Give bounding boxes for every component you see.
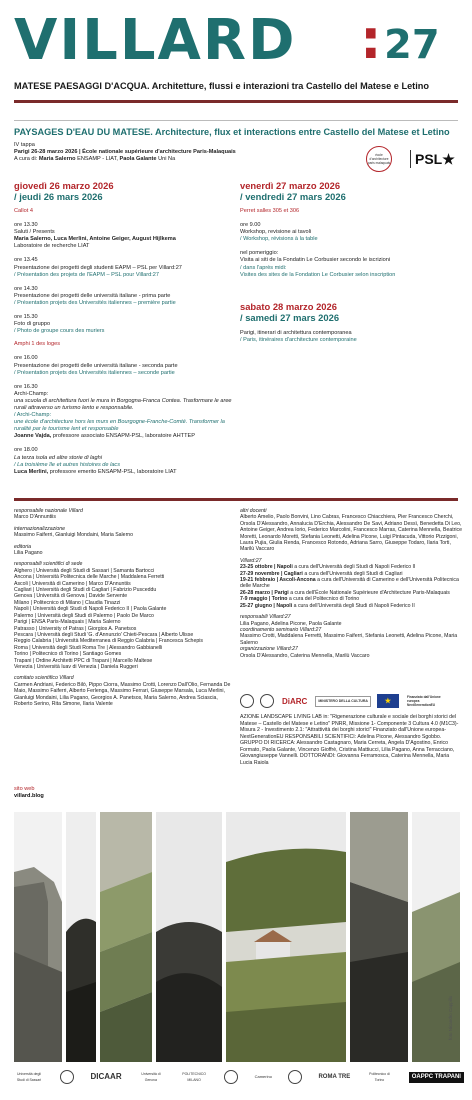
event-title-fr: / dans l'après midi:: [240, 264, 287, 271]
list-item: 26-28 marzo | Parigi a cura dell'École Nationale Supérieure d'Architecture Paris-Malaquais: [240, 589, 450, 596]
day-heading-it: sabato 28 marzo 2026: [240, 300, 337, 312]
partner-logos: [240, 692, 462, 710]
event-speaker: Luca Merlini, professore emerito ENSAPM-PSL, laboratoire LIAT: [14, 468, 177, 475]
ministry-logo: MINISTERO DELLA CULTURA: [315, 696, 371, 707]
list-item: Ascoli | Università di Camerino | Marco D'Annuntiis: [14, 580, 131, 587]
villard-logo: VILLARD: [14, 8, 297, 73]
event-title-fr: / Photo de groupe cours des muriers: [14, 328, 105, 335]
stage-info: [14, 142, 334, 164]
school-badges: [366, 146, 462, 172]
event-title: Presentazione dei progetti delle università italiane - prima parte: [14, 292, 171, 299]
photo-terraces: [100, 812, 152, 1062]
event-sub: Laboratoire de recherche LIAT: [14, 243, 90, 250]
oappc-logo: OAPPC TRAPANI: [409, 1072, 464, 1083]
landscape-living-lab-text: AZIONE LANDSCAPE LIVING LAB in: "Rigenerazione culturale e sociale dei borghi storici del Matese – Castello del Matese e Letino" PNRR, Missione 1- Componente 3 Cultura 4.0 (M1C3)- Misura 2 - Investimento 2.1: "Attrattività dei borghi storici" Finanziato dall'Unione europea-NextGenerationEU RESPONSABILI SCIENTIFICI: Adelina Picone, Alessandro Sgobbo. GRUPPO DI RICERCA: Alessandro Castagnaro, Maria Cerreta, Angela D'Agostino, Enrico Formato, Paola Galante, Vincenzo Gioffrè, Cristina Mattiucci, Lilia Pagano, Anna Terracciano, Giovangiuseppe Vannelli. DOTTORANDI: Giovanna Ferramosca, Caterina Mennella, Maria Lucia Raiola: [240, 714, 459, 766]
stage-dates: Parigi 26-28 marzo 2026 | École nationale supérieure d'architecture Paris-Malaquais: [14, 149, 236, 156]
photo-castle: [14, 812, 62, 1062]
list-item: Trapani | Ordine Architetti PPC di Trapani | Marcello Maltese: [14, 657, 153, 664]
university-seal-icon: [288, 1070, 302, 1084]
stage-number: IV tappa: [14, 142, 35, 148]
logo-number: 27: [384, 22, 440, 68]
website: [14, 786, 44, 800]
list-item: 7-9 maggio | Torino a cura del Politecnico di Torino: [240, 596, 360, 603]
credits-right: altri docenti Alberto Amelio, Paolo Bonvini, Lino Cabras, Francesco Chiacchiera, Pier Francesco Cherchi, Orsola D'Alessandro, Annalucia D'Erchia, Alessandro De Savi, Adriano Dessì, Benedetta Di Leo, Antoine Geiger, Andrea Iorio, Federico Marcolini, Francesco Marras, Caterina Mennella, Beatrice Moretti, Leonardo Moretti, Stefania Leonetti, Adelina Picone, Luigi Pintacuda, Vittorio Pizzigoni, Laura Pujia, Giulia Renda, Francesco Rotondo, Adriana Sarro, Giuseppe Todaro, Ilaria Torti, Marilù Vaccaro Villard:27 23-25 ottobre | Napoli a cura dell'Università degli Studi di Napoli Federico II 27-29 novembre | Cagliari a cura dell'Università degli Studi di Cagliari 19-21 febbraio | Ascoli-Ancona a cura dell'Università di Camerino e dell'Università Politecnica delle Marche 26-28 marzo | Parigi a cura dell'École Nationale Supérieure d'Architecture Paris-Malaquais 7-9 maggio | Torino a cura del Politecnico di Torino 25-27 giugno | Napoli a cura dell'Università degli Studi di Napoli Federico II responsabili Villard:27 Lilia Pagano, Adelina Picone, Paola Galante coordinamento seminario Villard:27 Massimo Crotti, Maddalena Ferretti, Massimo Faiferri, Stefania Leonetti, Adelina Picone, Maria Salerno organizzazione Villard:27 Orsola D'Alessandro, Caterina Mennella, Marilù Vaccaro: [240, 508, 463, 659]
photo-strip: [14, 812, 464, 1062]
day-heading-fr: / jeudi 26 mars 2026: [14, 191, 103, 202]
polimi-logo: POLITECNICO MILANO: [182, 1072, 206, 1082]
list-item: Cagliari | Università degli Studi di Cagliari | Fabrizio Pusceddu: [14, 587, 157, 594]
photo-village: [226, 812, 346, 1062]
event-desc-it: una scuola di architettura fuori le mura in Borgogna-Franca Contea. Trasformare le aree rurali attraverso un turismo lento e responsabile.: [14, 397, 232, 411]
sassari-logo: Università degli Studi di Sassari: [16, 1072, 42, 1082]
polito-logo: Politecnico di Torino: [369, 1072, 390, 1082]
event-title: Foto di gruppo: [14, 321, 51, 328]
event-title: Presentazione dei progetti degli studenti EAPM – PSL per Villard:27: [14, 264, 182, 271]
list-item: Parigi | ENSA Paris-Malaquais | Maria Salerno: [14, 619, 121, 626]
event-speaker: Joanne Vajda, professore associato ENSAPM-PSL, laboratoire AHTTEP: [14, 433, 195, 440]
header: [14, 10, 458, 76]
romatre-logo: ROMA TRE: [318, 1074, 351, 1080]
event-title-fr: / La troisième île et autres histoires de lacs: [14, 461, 121, 468]
event-time: ore 16.30: [14, 383, 38, 390]
list-item: Palermo | Università degli Studi di Palermo | Paolo De Marco: [14, 612, 154, 619]
list-item: 19-21 febbraio | Ascoli-Ancona a cura dell'Università di Camerino e dell'Università Politecnica delle Marche: [240, 577, 459, 590]
divider-middle: [14, 498, 458, 501]
divider-top: [14, 100, 458, 103]
event-time: ore 16.00: [14, 355, 38, 362]
list-item: Roma | Università degli Studi Roma Tre | Alessandro Gabbianelli: [14, 644, 163, 651]
event-title: Visita ai siti de la Fondatin Le Corbusier secondo le iscrizioni: [240, 257, 391, 264]
website-label: sito web: [14, 786, 35, 792]
footer-logos: [14, 1066, 464, 1088]
photo-mist: [156, 812, 222, 1062]
dicaar-logo: DICAAR: [90, 1072, 122, 1081]
event-time: ore 9.00: [240, 222, 261, 229]
photo-credit: foto Nicandro Cappillo: [448, 995, 453, 1040]
university-seal-icon: [60, 1070, 74, 1084]
photo-mountain: [350, 812, 408, 1062]
list-item: Reggio Calabria | Università Mediterranea di Reggio Calabria | Francesca Schepis: [14, 638, 203, 645]
event-title-fr: / Présentation projets des Universités italiennes – seconde partie: [14, 369, 175, 376]
event-title-fr: / Archi-Champ:: [14, 412, 51, 419]
photo-forest: [66, 812, 96, 1062]
room-label: Callot 4: [14, 208, 33, 214]
day-heading-it: venerdì 27 marzo 2026: [240, 180, 341, 191]
event-title: Archi-Champ:: [14, 390, 49, 397]
list-item: 23-25 ottobre | Napoli a cura dell'Università degli Studi di Napoli Federico II: [240, 564, 416, 571]
event-time: ore 14.30: [14, 285, 38, 292]
event-time: ore 15.30: [14, 314, 38, 321]
diarc-logo: DiARC: [282, 696, 308, 706]
genova-logo: Università di Genova: [141, 1072, 161, 1082]
event-title: Presentazione dei progetti delle università italiane - seconda parte: [14, 362, 178, 369]
event-title-fr: Visites des sites de la Fondation Le Corbusier selon inscription: [240, 271, 396, 278]
event-speakers: Maria Salerno, Luca Merlini, Antoine Geiger, August Hijlkema: [14, 236, 176, 243]
divider-thin: [14, 120, 458, 121]
event-time: ore 18.00: [14, 447, 38, 454]
event-title: Workshop, revisione ai tavoli: [240, 229, 312, 236]
list-item: Venezia | Università Iuav di Venezia | Daniela Ruggeri: [14, 663, 138, 670]
eu-logo-text: Finanziato dall'Unione europea NextGenerationEU: [406, 695, 441, 707]
event-title: Saluti / Presents: [14, 229, 55, 236]
camerino-logo: Camerino: [254, 1074, 272, 1079]
credits-left: responsabile nazionale Villard Marco D'Annuntiis internazionalizzazione Massimo Faiferri, Gianluigi Mondaini, Maria Salerno editoria Lilia Pagano responsabili scientifici di sede Alghero | Università degli Studi di Sassari | Samanta Bartocci Ancona | Università Politecnica delle Marche | Maddalena Ferretti Ascoli | Università di Camerino | Marco D'Annuntiis Cagliari | Università degli Studi di Cagliari | Fabrizio Pusceddu Genova | Università di Genova | Davide Servente Milano | Politecnico di Milano | Claudia Tinazzi Napoli | Università degli Studi di Napoli Federico II | Paola Galante Palermo | Università degli Studi di Palermo | Paolo De Marco Parigi | ENSA Paris-Malaquais | Maria Salerno Patrasso | University of Patras | Giorgios A. Panetsos Pescara | Università degli Studi 'G. d'Annunzio' Chieti-Pescara | Alberto Ulisse Reggio Calabria | Università Mediterranea di Reggio Calabria | Francesca Schepis Roma | Università degli Studi Roma Tre | Alessandro Gabbianelli Torino | Politecnico di Torino | Santiago Gomes Trapani | Ordine Architetti PPC di Trapani | Marcello Maltese Venezia | Università Iuav di Venezia | Daniela Ruggeri comitato scientifico Villard Carmen Andriani, Federico Bilò, Pippo Ciorra, Massimo Crotti, Lorenzo Dall'Olio, Fernanda De Maio, Massimo Faiferri, Alberto Ferlenga, Massimo Ferrari, Giuseppe Marsala, Luca Merlini, Gianluigi Mondaini, Lilia Pagano, Georgios A. Panetsos, Maria Salerno, Andrea Sciascia, Roberto Serino, Rita Simone, Ilaria Valente: [14, 508, 236, 707]
event-title: La terza isola ed altre storie di laghi: [14, 454, 102, 461]
title-french: PAYSAGES D'EAU DU MATESE. Architecture, flux et interactions entre Castello del Matese et Letino: [14, 127, 450, 137]
list-item: 27-29 novembre | Cagliari a cura dell'Università degli Studi di Cagliari: [240, 570, 403, 577]
day-heading-fr: / samedi 27 mars 2026: [240, 311, 340, 323]
list-item: Napoli | Università degli Studi di Napoli Federico II | Paola Galante: [14, 606, 167, 613]
eu-flag-icon: ★: [377, 694, 399, 708]
event-title-fr: / Présentation des projets de l'EAPM – PSL pour Villard:27: [14, 271, 160, 278]
list-item: Pescara | Università degli Studi 'G. d'Annunzio' Chieti-Pescara | Alberto Ulisse: [14, 631, 194, 638]
list-item: Milano | Politecnico di Milano | Claudia Tinazzi: [14, 599, 121, 606]
list-item: 25-27 giugno | Napoli a cura dell'Università degli Studi di Napoli Federico II: [240, 602, 415, 609]
program-day-thursday: [14, 180, 240, 476]
school-logo: école d'architecture paris malaquais: [366, 146, 392, 172]
event-title-fr: / Présentation projets des Universités italiennes – première partie: [14, 299, 176, 306]
emblem-icon: [240, 694, 254, 708]
title-italian: MATESE PAESAGGI D'ACQUA. Architetture, flussi e interazioni tra Castello del Matese e Letino: [14, 81, 430, 91]
university-seal-icon: [224, 1070, 238, 1084]
list-item: Alghero | Università degli Studi di Sassari | Samanta Bartocci: [14, 567, 155, 574]
event-desc-fr: une école d'architecture hors les murs en Bourgogne-Franche-Comté. Transformer la ruralité par le tourisme lent et responsable: [14, 419, 225, 433]
day-heading-fr: / vendredi 27 mars 2026: [240, 191, 346, 202]
room-label: Amphi 1 des loges: [14, 341, 61, 348]
program-day-friday-saturday: [240, 180, 462, 344]
event-title-fr: / Workshop, révisions à la table: [240, 236, 318, 243]
curators: A cura di: Maria Salerno ENSAMP - LIAT, Paola Galante Uni Na: [14, 156, 176, 163]
list-item: Patrasso | University of Patras | Giorgios A. Panetsos: [14, 625, 137, 632]
event-time: nel pomeriggio:: [240, 250, 279, 257]
university-seal-icon: [260, 694, 274, 708]
day-heading-it: giovedì 26 marzo 2026: [14, 180, 114, 191]
list-item: Genova | Università di Genova | Davide Servente: [14, 593, 128, 600]
event-title: Parigi, itinerari di architettura contemporanea: [240, 329, 352, 336]
list-item: Ancona | Università Politecnica delle Marche | Maddalena Ferretti: [14, 574, 165, 581]
event-time: ore 13.30: [14, 222, 38, 229]
logo-colon: :: [360, 8, 382, 71]
room-label: Perret salles 305 et 306: [240, 208, 300, 214]
psl-logo: PSL★: [410, 150, 455, 168]
website-link[interactable]: villard.blog: [14, 793, 44, 799]
event-time: ore 13.45: [14, 257, 38, 264]
event-title-fr: / Paris, itinéraires d'architecture contemporaine: [240, 336, 357, 343]
tappe-list: [240, 564, 462, 609]
sedi-list: [14, 568, 236, 671]
list-item: Torino | Politecnico di Torino | Santiago Gomes: [14, 651, 122, 658]
